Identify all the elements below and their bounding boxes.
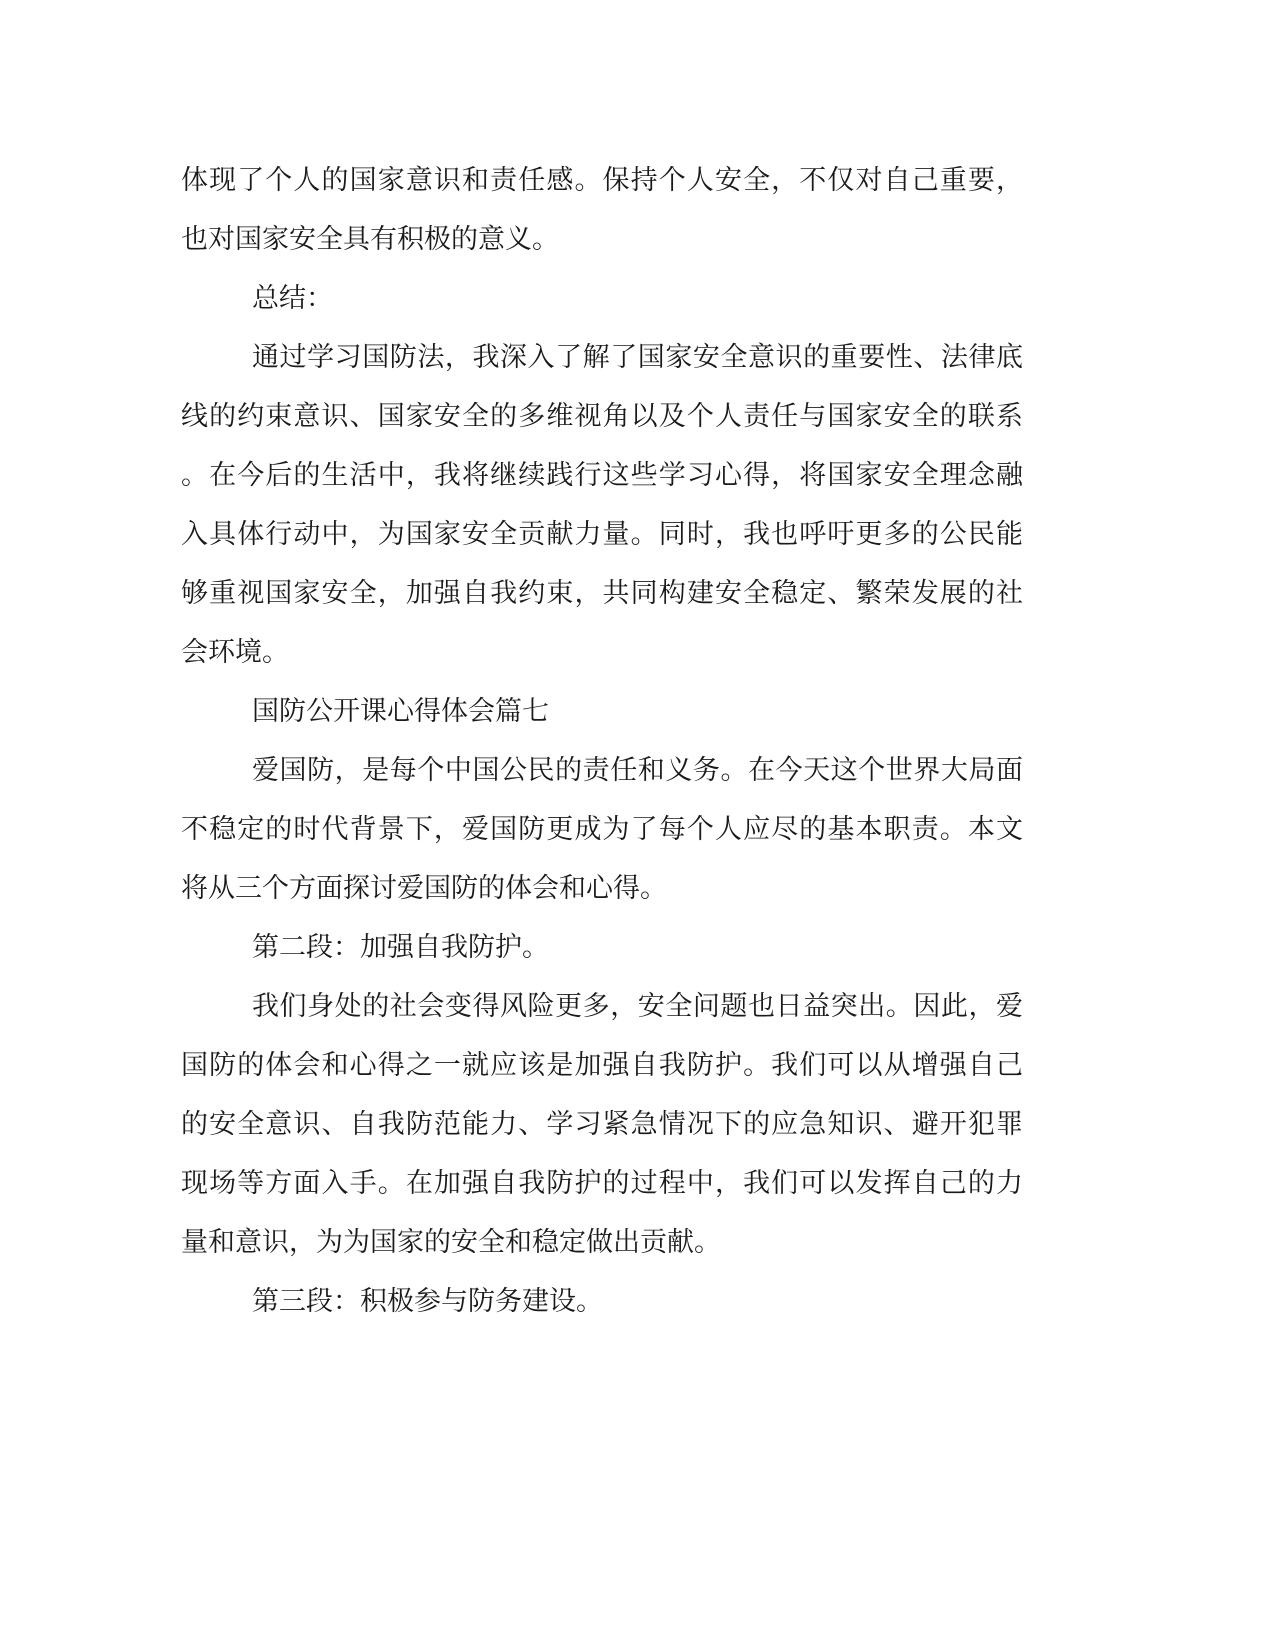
text-line: 够重视国家安全，加强自我约束，共同构建安全稳定、繁荣发展的社 — [181, 578, 1023, 609]
paragraph-first-line: 爱国防，是每个中国公民的责任和义务。在今天这个世界大局面 — [252, 755, 1023, 786]
text-line: 体现了个人的国家意识和责任感。保持个人安全，不仅对自己重要， — [181, 165, 1023, 196]
text-line: 。在今后的生活中，我将继续践行这些学习心得，将国家安全理念融 — [181, 460, 1023, 491]
text-line: 的安全意识、自我防范能力、学习紧急情况下的应急知识、避开犯罪 — [181, 1109, 1023, 1140]
text-line: 将从三个方面探讨爱国防的体会和心得。 — [181, 873, 667, 904]
paragraph-first-line: 我们身处的社会变得风险更多，安全问题也日益突出。因此，爱 — [252, 991, 1023, 1022]
paragraph-first-line: 通过学习国防法，我深入了解了国家安全意识的重要性、法律底 — [252, 342, 1023, 373]
text-line: 入具体行动中，为国家安全贡献力量。同时，我也呼吁更多的公民能 — [181, 519, 1023, 550]
text-line: 现场等方面入手。在加强自我防护的过程中，我们可以发挥自己的力 — [181, 1168, 1023, 1199]
text-line: 会环境。 — [181, 637, 289, 668]
section-heading: 第二段：加强自我防护。 — [252, 932, 549, 963]
text-line: 线的约束意识、国家安全的多维视角以及个人责任与国家安全的联系 — [181, 401, 1023, 432]
text-line: 量和意识，为为国家的安全和稳定做出贡献。 — [181, 1227, 721, 1258]
section-label: 总结： — [252, 283, 333, 314]
section-heading: 第三段：积极参与防务建设。 — [252, 1286, 603, 1317]
text-line: 不稳定的时代背景下，爱国防更成为了每个人应尽的基本职责。本文 — [181, 814, 1023, 845]
text-line: 也对国家安全具有积极的意义。 — [181, 224, 559, 255]
article-heading: 国防公开课心得体会篇七 — [252, 696, 549, 727]
text-line: 国防的体会和心得之一就应该是加强自我防护。我们可以从增强自己 — [181, 1050, 1023, 1081]
